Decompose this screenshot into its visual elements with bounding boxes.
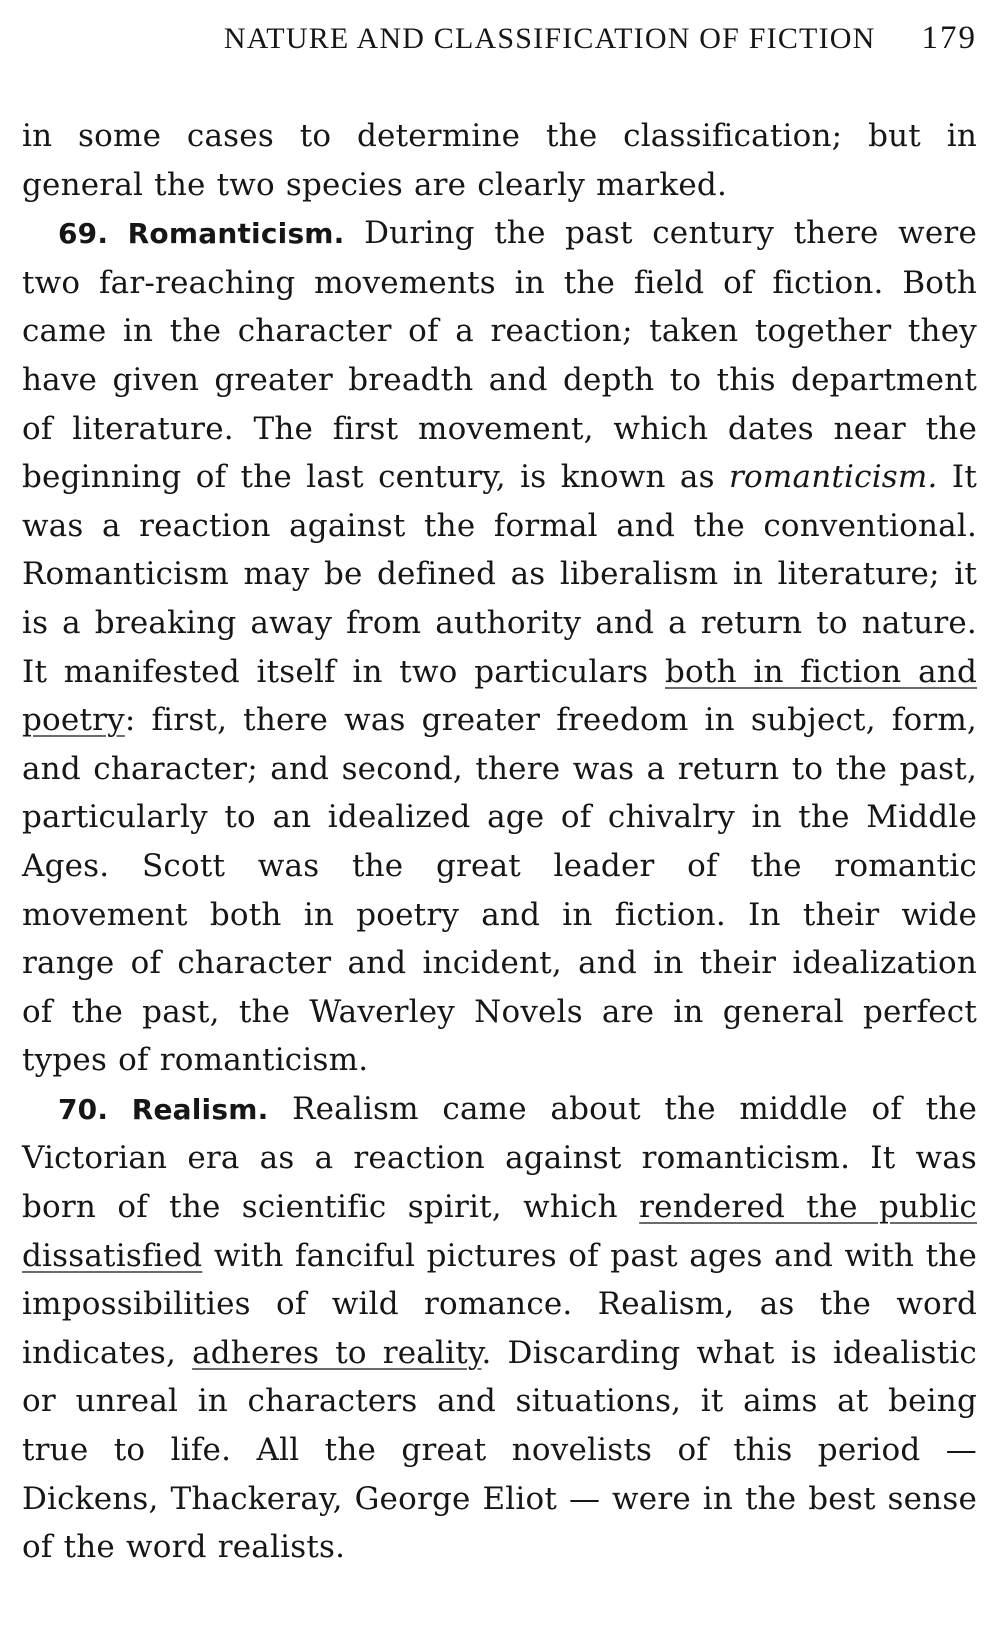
pencil-underline: both in fiction and poetry xyxy=(22,653,977,739)
section-heading-romanticism: 69. Romanticism. xyxy=(58,217,345,251)
paragraph-text: Romanticism may be defined as liberalism in literature; it is a breaking away from authority and a return to nature. It manifested itself in two particulars xyxy=(22,556,977,690)
pencil-underline: rendered the public dissatisfied xyxy=(22,1189,977,1274)
paragraph-romanticism xyxy=(22,209,977,1085)
italic-term: romanticism. xyxy=(729,459,938,496)
body-text xyxy=(22,112,977,1572)
paragraph-text: During the past century there were two far-reaching movements in the field of fiction. Both came in the character of a reaction; taken together they have given greater breadth and depth to this department of literature. The first movement, which dates near the beginning of the last century, is known as xyxy=(22,215,977,496)
paragraph-text: in some cases to determine the classification; but in general the two species are clearly marked. xyxy=(22,118,977,203)
page-number: 179 xyxy=(921,20,977,56)
running-header xyxy=(22,20,977,80)
paragraph-continued xyxy=(22,112,977,209)
section-heading-realism: 70. Realism. xyxy=(58,1092,269,1126)
paragraph-realism xyxy=(22,1085,977,1572)
book-page xyxy=(22,20,977,1572)
paragraph-text: . Discarding what is idealistic or unreal in characters and situations, it aims at being true to life. All the great novelists of this period — Dickens, Thackeray, George Eliot — were in the best sense of the word realists. xyxy=(22,1334,977,1566)
paragraph-text: with fanciful pictures of past ages and with the impossibilities of wild romance. Realism, as the word indicates, xyxy=(22,1237,977,1371)
paragraph-text: Realism came about the middle of the Victorian era as a reaction against romanticism. It was born of the scientific spirit, which xyxy=(22,1090,977,1226)
paragraph-text: It was a reaction against the formal and the conventional. xyxy=(22,459,977,544)
paragraph-text: : first, there was greater freedom in subject, form, and character; and second, there was a return to the past, particularly to an idealized age of chivalry in the Middle Ages. Scott was the great leader of the romantic movement both in poetry and in fiction. In their wide range of character and incident, and in their idealization of the past, the Waverley Novels are in general perfect types of romanticism. xyxy=(22,702,977,1079)
pencil-underline: adheres to reality xyxy=(192,1334,482,1371)
running-title: NATURE AND CLASSIFICATION OF FICTION xyxy=(223,22,876,55)
